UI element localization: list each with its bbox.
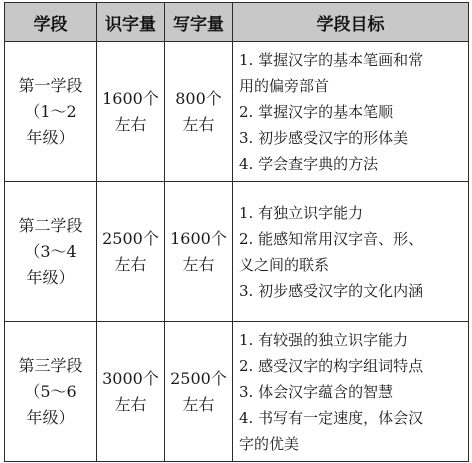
table-row [5, 42, 469, 182]
header-stage: 学段 [5, 3, 97, 42]
recognize-approx: 左右 [114, 114, 147, 134]
recognize-approx: 左右 [114, 394, 147, 414]
stage-grade: 年级） [26, 407, 75, 427]
goal-line: 义之间的联系 [239, 255, 330, 274]
table-header-row [5, 3, 469, 42]
recognize-count: 2500个 [102, 228, 159, 248]
stage-name: 第二学段 [18, 215, 83, 235]
recognize-count: 3000个 [102, 368, 159, 388]
write-count-cell [165, 182, 233, 322]
goal-line: 字的优美 [239, 434, 300, 453]
recognize-approx: 左右 [114, 254, 147, 274]
recognize-count-cell [97, 182, 165, 322]
write-approx: 左右 [182, 114, 215, 134]
write-approx: 左右 [182, 394, 215, 414]
stage-cell [5, 322, 97, 462]
stage-grade: 年级） [26, 127, 75, 147]
recognize-count-cell [97, 322, 165, 462]
goals-cell [233, 42, 469, 182]
stage-grade: 年级） [26, 267, 75, 287]
write-count: 800个 [175, 88, 222, 108]
write-count: 2500个 [170, 368, 227, 388]
stage-name: 第三学段 [18, 355, 83, 375]
literacy-stage-table [4, 2, 469, 462]
goals-cell [233, 322, 469, 462]
stage-range: （1～2 [24, 101, 77, 121]
stage-name: 第一学段 [18, 75, 83, 95]
header-write-count: 写字量 [165, 3, 233, 42]
write-count-cell [165, 322, 233, 462]
table-row [5, 182, 469, 322]
table-row [5, 322, 469, 462]
stage-range: （5～6 [24, 381, 77, 401]
goal-line: 3. 初步感受汉字的形体美 [239, 128, 409, 147]
goal-line: 2. 掌握汉字的基本笔顺 [239, 102, 394, 121]
header-stage-goals: 学段目标 [233, 3, 469, 42]
header-recognize-count: 识字量 [97, 3, 165, 42]
recognize-count: 1600个 [102, 88, 159, 108]
goal-line: 3. 初步感受汉字的文化内涵 [239, 281, 424, 300]
goal-line: 4. 学会查字典的方法 [239, 154, 379, 173]
goal-line: 2. 能感知常用汉字音、形、 [239, 229, 424, 248]
recognize-count-cell [97, 42, 165, 182]
write-count: 1600个 [170, 228, 227, 248]
goal-line: 1. 有独立识字能力 [239, 203, 364, 222]
goal-line: 1. 掌握汉字的基本笔画和常 [239, 50, 424, 69]
stage-range: （3～4 [24, 241, 77, 261]
write-approx: 左右 [182, 254, 215, 274]
stage-cell [5, 42, 97, 182]
goal-line: 用的偏旁部首 [239, 76, 330, 95]
goal-line: 4. 书写有一定速度，体会汉 [239, 408, 424, 427]
goal-line: 1. 有较强的独立识字能力 [239, 330, 409, 349]
goal-line: 2. 感受汉字的构字组词特点 [239, 356, 424, 375]
stage-cell [5, 182, 97, 322]
goals-cell [233, 182, 469, 322]
goal-line: 3. 体会汉字蕴含的智慧 [239, 382, 394, 401]
write-count-cell [165, 42, 233, 182]
